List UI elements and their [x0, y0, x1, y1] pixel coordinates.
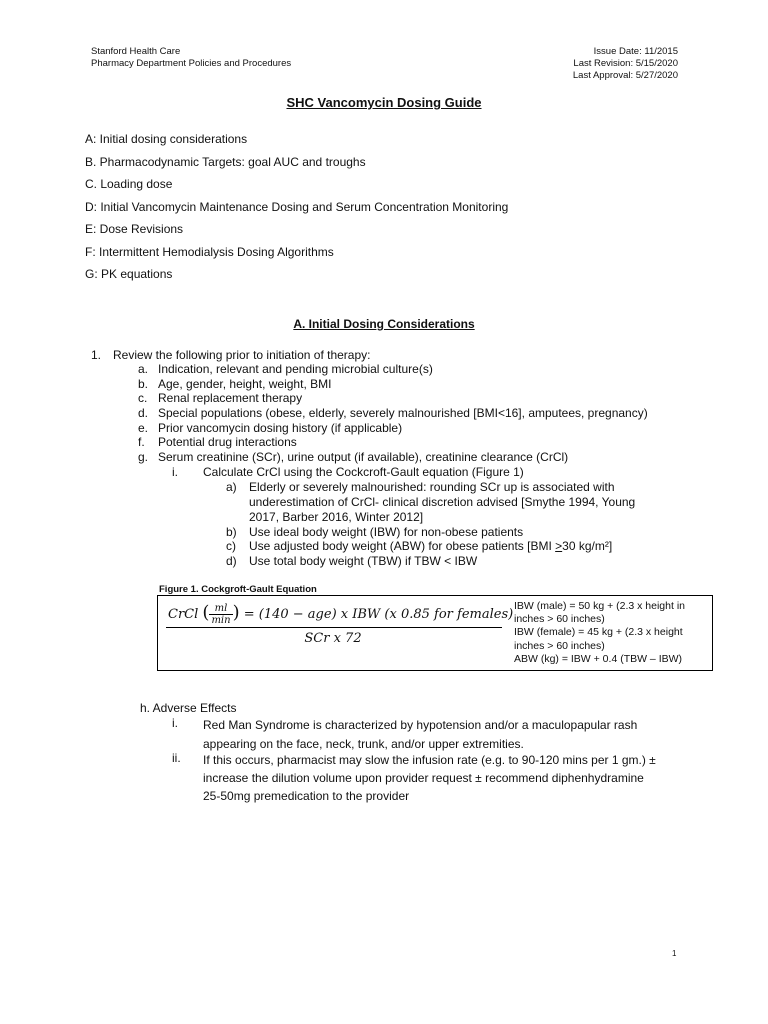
list-marker: d. [138, 406, 149, 420]
toc-item: A: Initial dosing considerations [85, 132, 248, 146]
list-marker: c. [138, 391, 148, 405]
list-marker: b. [138, 377, 149, 391]
list-item-text: Renal replacement therapy [158, 391, 303, 405]
fraction-bar [166, 627, 502, 628]
ibw-female-formula: IBW (female) = 45 kg + (2.3 x height inches > 60 inches) [514, 626, 683, 652]
list-item-text: Calculate CrCl using the Cockcroft-Gault equation (Figure 1) [203, 465, 524, 479]
list-item-text: underestimation of CrCl- clinical discretion advised [Smythe 1994, Young [249, 495, 636, 509]
list-item-text [249, 539, 612, 554]
list-item-text: Age, gender, height, weight, BMI [158, 377, 332, 391]
list-marker: b) [226, 525, 237, 539]
abw-formula: ABW (kg) = IBW + 0.4 (TBW – IBW) [514, 652, 683, 665]
list-marker: a. [138, 362, 149, 376]
equation-numerator: CrCl ( $\frac{ml}{\min}$ ) = (140 − age) x IBW (x 0.85 for females) [168, 602, 514, 626]
page-number: 1 [672, 949, 677, 958]
ge-symbol: > [555, 539, 563, 553]
list-marker: i. [172, 465, 178, 479]
list-marker: 1. [91, 348, 102, 362]
header-right [573, 46, 678, 82]
adverse-effects-label: h. Adverse Effects [140, 701, 237, 715]
header-left [91, 46, 291, 70]
figure-caption: Figure 1. Cockgroft-Gault Equation [159, 584, 317, 595]
toc-item: G: PK equations [85, 267, 173, 281]
toc-item: E: Dose Revisions [85, 222, 184, 236]
org-name: Stanford Health Care [91, 46, 181, 57]
table-of-contents [85, 128, 508, 286]
list-item-text: appearing on the face, neck, trunk, and/or upper extremities. [203, 737, 524, 751]
list-marker: e. [138, 421, 149, 435]
list-marker: g. [138, 450, 149, 464]
list-item-text: Review the following prior to initiation of therapy: [113, 348, 371, 362]
list-marker: i. [172, 716, 178, 730]
list-item-text: 2017, Barber 2016, Winter 2012] [249, 510, 424, 524]
figure-box [157, 595, 713, 671]
list-marker: c) [226, 539, 236, 553]
list-item-text: Prior vancomycin dosing history (if applicable) [158, 421, 403, 435]
toc-item: F: Intermittent Hemodialysis Dosing Algorithms [85, 244, 334, 259]
c-text-pre: Use adjusted body weight (ABW) for obese patients [BMI [249, 539, 556, 553]
last-revision: Last Revision: 5/15/2020 [573, 58, 678, 69]
eq-crcl: CrCl [168, 607, 199, 622]
list-item-text: Special populations (obese, elderly, severely malnourished [BMI<16], amputees, pregnancy) [158, 406, 648, 420]
department-name: Pharmacy Department Policies and Procedures [91, 58, 292, 69]
toc-item: B. Pharmacodynamic Targets: goal AUC and troughs [85, 154, 366, 169]
list-item-text: increase the dilution volume upon provider request ± recommend diphenhydramine [203, 771, 644, 785]
list-marker: d) [226, 554, 237, 568]
list-marker: ii. [172, 751, 181, 765]
list-item-text: 25-50mg premedication to the provider [203, 789, 410, 803]
toc-item: C. Loading dose [85, 177, 173, 191]
eq-min: min [211, 615, 231, 626]
list-item-text: Serum creatinine (SCr), urine output (if available), creatinine clearance (CrCl) [158, 450, 569, 464]
list-item-text: Use total body weight (TBW) if TBW < IBW [249, 554, 478, 568]
eq-rhs: = (140 − age) x IBW (x 0.85 for females) [243, 607, 514, 622]
list-marker: f. [138, 435, 145, 449]
weight-formulas [514, 600, 710, 666]
list-item-text: Use ideal body weight (IBW) for non-obese patients [249, 525, 524, 539]
list-marker: a) [226, 480, 237, 494]
issue-date: Issue Date: 11/2015 [593, 46, 678, 57]
eq-ml: ml [209, 603, 232, 615]
list-item-text: Red Man Syndrome is characterized by hypotension and/or a maculopapular rash [203, 718, 638, 732]
c-text-post: 30 kg/m²] [562, 539, 613, 553]
list-item-text: If this occurs, pharmacist may slow the infusion rate (e.g. to 90-120 mins per 1 gm.) ± [203, 753, 656, 767]
section-a-heading: A. Initial Dosing Considerations [293, 317, 475, 331]
list-item-text: Elderly or severely malnourished: rounding SCr up is associated with [249, 480, 615, 494]
last-approval: Last Approval: 5/27/2020 [572, 70, 678, 81]
document-title: SHC Vancomycin Dosing Guide [286, 95, 482, 110]
equation-denominator: SCr x 72 [304, 631, 362, 646]
toc-item: D: Initial Vancomycin Maintenance Dosing and Serum Concentration Monitoring [85, 199, 509, 214]
units-fraction [209, 603, 232, 626]
ibw-male-formula: IBW (male) = 50 kg + (2.3 x height in inches > 60 inches) [514, 600, 685, 626]
list-item-text: Potential drug interactions [158, 435, 297, 449]
list-item-text: Indication, relevant and pending microbial culture(s) [158, 362, 433, 376]
